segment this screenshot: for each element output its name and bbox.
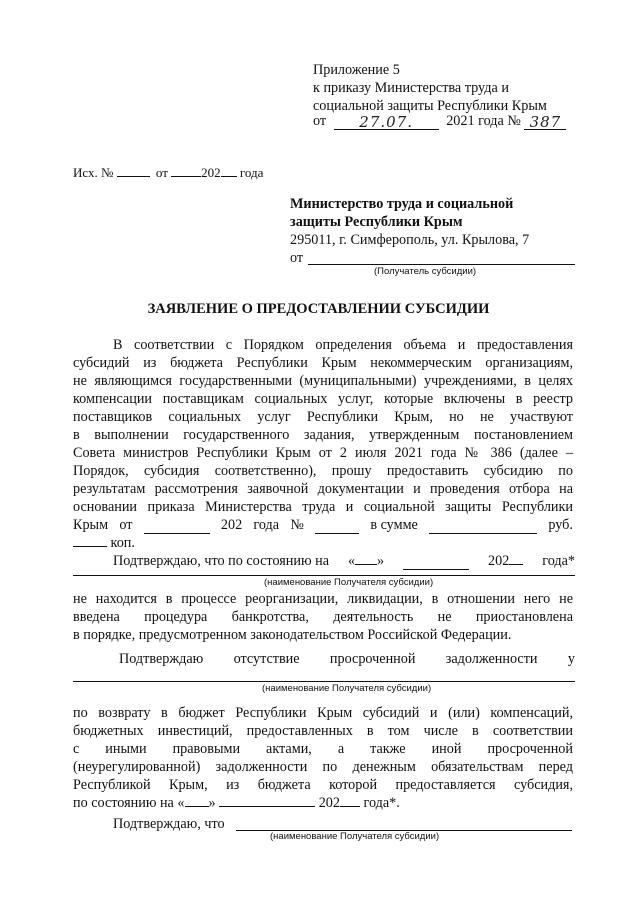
p1-line: В соответствии с Порядком определения объема и предоставления [113, 337, 573, 353]
recipient-caption: (наименование Получателя субсидии) [264, 577, 434, 588]
kop-blank [73, 534, 107, 547]
confirm2-body-line: по возврату в бюджет Республики Крым субсидий и (или) компенсаций, [73, 705, 573, 721]
year-word: года*. [363, 795, 400, 811]
p1-line: в выполнении государственного задания, утвержденным постановлением [73, 427, 573, 443]
handwritten-number: 387 [529, 113, 562, 131]
confirm1-body-line: не находится в процессе реорганизации, ликвидации, в отношении него не [73, 591, 573, 607]
recipient-rule [73, 681, 575, 682]
outgoing-ref-line [73, 164, 263, 181]
confirm2-body-line: (неурегулированной) задолженности по денежным обязательствам перед [73, 759, 573, 775]
appendix-date-line [313, 113, 566, 130]
handwritten-date: 27.07. [359, 113, 414, 131]
sender-rule [308, 264, 575, 265]
p1-line: результатам рассмотрения заявочной документации и проведения отбора на [73, 481, 573, 497]
year-text: 2021 года № [446, 113, 521, 129]
recipient-caption: (наименование Получателя субсидии) [262, 683, 432, 694]
confirm1-body-line: введена процедура банкротства, деятельность не приостановлена [73, 609, 573, 625]
from-word: от [290, 250, 304, 266]
number-blank [315, 521, 359, 534]
appendix-title: Приложение 5 [313, 62, 400, 78]
as-of-text: по состоянию на [73, 795, 174, 811]
confirm1-line: Подтверждаю, что по состоянию на « » 202 года* [113, 553, 575, 569]
year-text: 202 [201, 165, 221, 180]
month-blank [403, 557, 469, 570]
word: задолженности [445, 651, 538, 667]
blank-line [221, 164, 237, 177]
addressee-address: 295011, г. Симферополь, ул. Крылова, 7 [290, 232, 530, 248]
rub-word: руб. [548, 517, 573, 533]
sum-blank [429, 521, 537, 534]
p1-line: субсидий из бюджета Республики Крым некоммерческим организациям, [73, 355, 573, 371]
document-title: ЗАЯВЛЕНИЕ О ПРЕДОСТАВЛЕНИИ СУБСИДИИ [147, 301, 490, 317]
confirm1-body-line: в порядке, предусмотренном законодательством Российской Федерации. [73, 627, 512, 643]
year-word: года [253, 517, 280, 533]
from-word: от [313, 113, 327, 129]
confirm2-body-line: бюджетных инвестиций, предоставленных в том числе в соответствии [73, 723, 573, 739]
p1-line: не являющимся государственными (муниципальными) учреждениями, в целях [73, 373, 573, 389]
appendix-order-line: к приказу Министерства труда и [313, 80, 509, 96]
appendix-ministry-line: социальной защиты Республики Крым [313, 98, 547, 114]
date-blank [144, 521, 210, 534]
year-word: года* [542, 553, 575, 569]
confirm2-date-line: по состоянию на « » 202 года*. [73, 795, 400, 811]
number-sign: № [290, 517, 304, 533]
year-suffix: года [239, 165, 264, 180]
addressee-name-2: защиты Республики Крым [290, 214, 463, 230]
confirm3-text: Подтверждаю, что [113, 816, 225, 832]
p1-line: поставщиков социальных услуг Республики Крым, но не участвуют [73, 409, 573, 425]
order-line [73, 516, 573, 534]
recipient-rule [73, 575, 575, 576]
addressee-name-1: Министерство труда и социальной [290, 196, 514, 212]
confirm1-text: Подтверждаю, что по состоянию на [113, 553, 330, 569]
sum-word: в сумме [370, 517, 418, 533]
from-word: от [119, 517, 133, 533]
recipient-caption: (наименование Получателя субсидии) [270, 831, 440, 842]
blank-line [117, 164, 150, 177]
confirm2-body-line: с иными правовыми актами, а также иной просроченной [73, 741, 573, 757]
p1-line: основании приказа Министерства труда и социальной защиты Республики [73, 499, 573, 515]
month-blank [219, 794, 315, 807]
word: отсутствие [233, 651, 300, 667]
crimea-word: Крым [73, 517, 109, 533]
sender-line [290, 250, 303, 267]
p1-line: Порядок, субсидия соответственно), прошу предоставить субсидию по [73, 463, 573, 479]
year-text: 202 [220, 517, 243, 533]
from-word: от [155, 165, 168, 180]
p1-line: компенсации поставщикам социальных услуг, которые включены в реестр [73, 391, 573, 407]
outgoing-ref-label: Исх. № [73, 165, 114, 180]
word: Подтверждаю [119, 651, 204, 667]
confirm2-body-line: Республикой Крым, из бюджета которой предоставляется субсидия, [73, 777, 573, 793]
kop-line [73, 534, 135, 552]
confirm2-line [119, 650, 575, 668]
sender-caption: (Получатель субсидии) [374, 266, 477, 277]
blank-line [171, 164, 201, 177]
kop-word: коп. [110, 535, 135, 551]
p1-line: Совета министров Республики Крым от 2 июля 2021 года № 386 (далее – [73, 445, 573, 461]
word: у [567, 651, 575, 667]
word: просроченной [329, 651, 416, 667]
